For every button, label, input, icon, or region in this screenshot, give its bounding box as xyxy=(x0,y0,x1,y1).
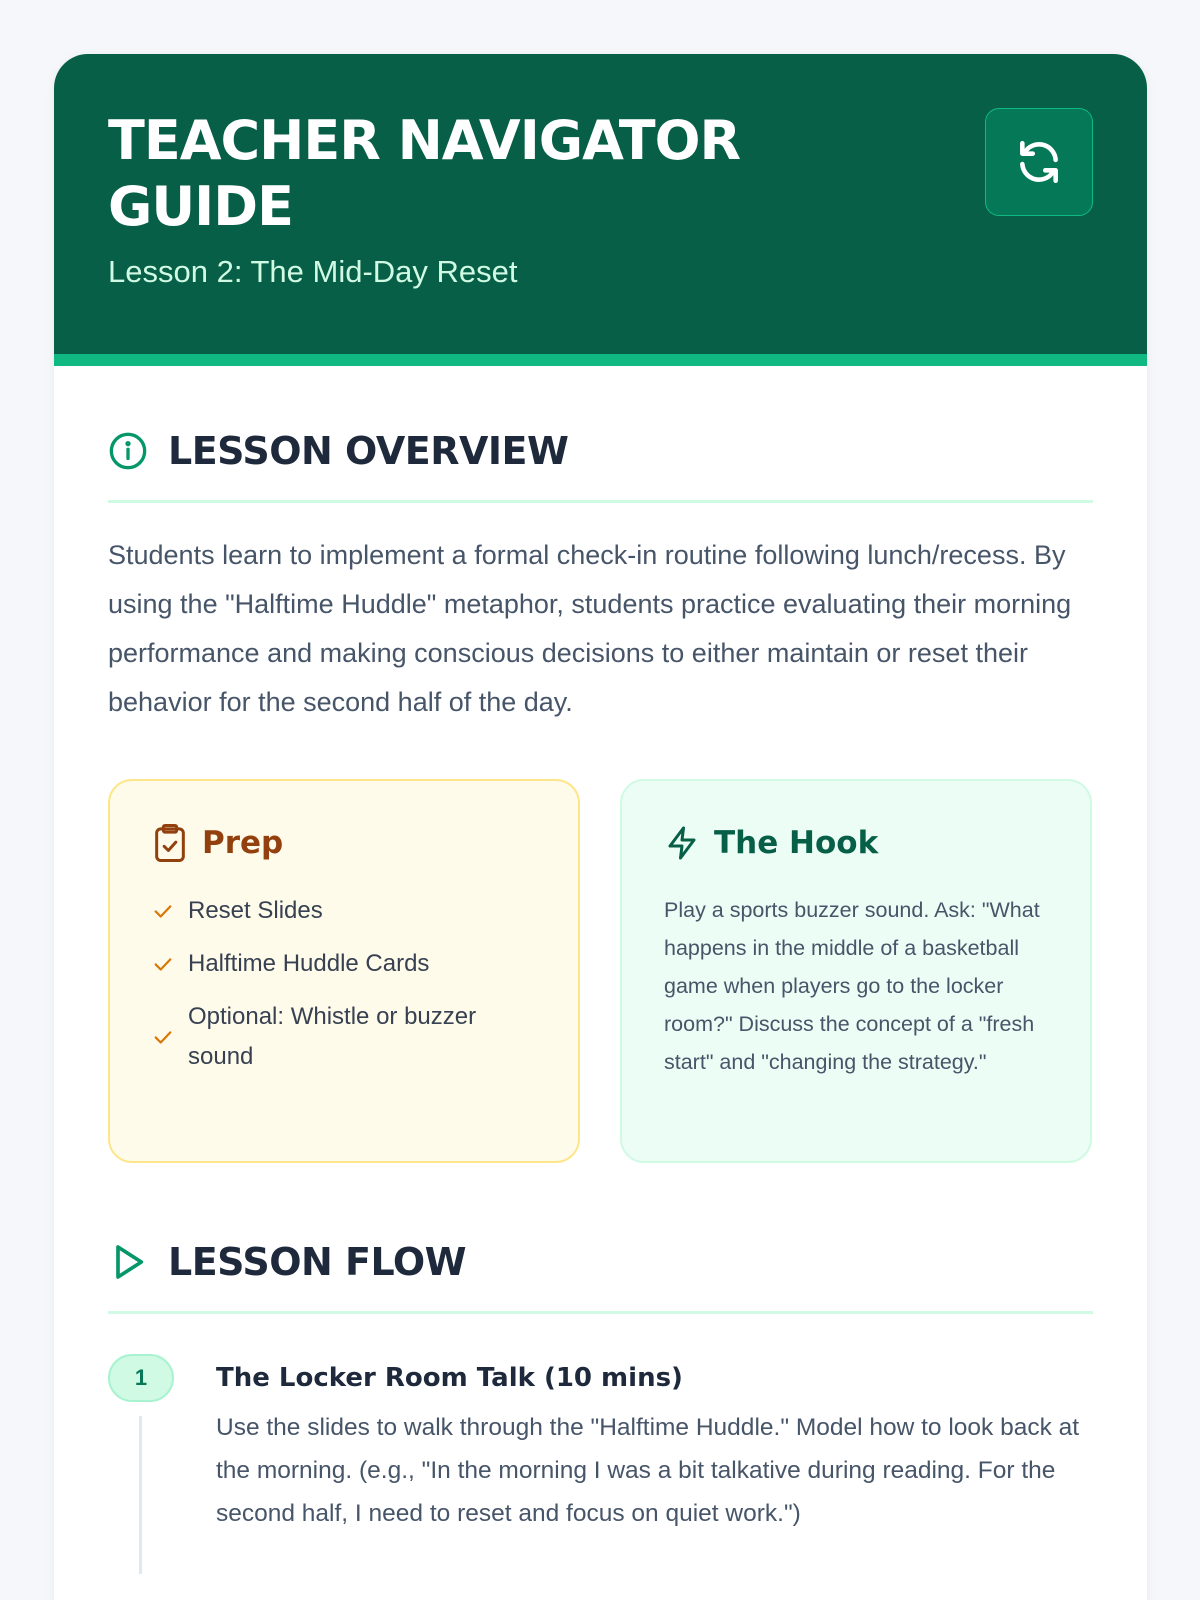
page-title: TEACHER NAVIGATOR GUIDE xyxy=(108,109,741,238)
flow-heading: LESSON FLOW xyxy=(168,1240,467,1284)
prep-card xyxy=(108,779,580,1163)
flow-divider xyxy=(108,1311,1093,1314)
prep-item-label: Halftime Huddle Cards xyxy=(188,950,430,977)
clipboard-check-icon xyxy=(152,823,188,863)
refresh-button[interactable] xyxy=(985,108,1093,216)
check-icon xyxy=(152,1026,178,1048)
guide-card xyxy=(54,54,1147,1600)
step-connector xyxy=(139,1416,142,1574)
step-text: Use the slides to walk through the "Halftime Huddle." Model how to look back at the morning. (e.g., "In the morning I was a bit talkative during reading. For the second half, I need to reset and focus on quiet work.") xyxy=(216,1414,1080,1527)
prep-item-label: Optional: Whistle or buzzer sound xyxy=(188,1003,477,1070)
check-icon xyxy=(152,900,178,922)
play-icon xyxy=(108,1242,148,1282)
overview-heading: LESSON OVERVIEW xyxy=(168,429,569,473)
prep-item xyxy=(152,891,538,931)
prep-item xyxy=(152,944,538,984)
flow-heading-row xyxy=(108,1231,1093,1293)
prep-item xyxy=(152,997,538,1077)
prep-hook-row xyxy=(108,779,1093,1163)
prep-item-label: Reset Slides xyxy=(188,897,323,924)
flow-step xyxy=(108,1354,1093,1574)
lesson-subtitle: Lesson 2: The Mid-Day Reset xyxy=(108,254,518,289)
overview-text: Students learn to implement a formal check-in routine following lunch/recess. By using the "Halftime Huddle" metaphor, students practice evaluating their morning performance and making conscious decisions to either maintain or reset their behavior for the second half of the day. xyxy=(108,540,1072,717)
guide-header xyxy=(54,54,1147,366)
step-number-badge: 1 xyxy=(108,1354,174,1402)
guide-content xyxy=(54,420,1147,1574)
check-icon xyxy=(152,953,178,975)
hook-card xyxy=(620,779,1092,1163)
refresh-icon xyxy=(1014,137,1064,187)
info-icon xyxy=(108,431,148,471)
step-title: The Locker Room Talk (10 mins) xyxy=(216,1363,683,1393)
lightning-icon xyxy=(664,823,700,863)
prep-list xyxy=(152,891,538,1077)
prep-title: Prep xyxy=(202,825,284,861)
overview-heading-row xyxy=(108,420,1093,482)
hook-title: The Hook xyxy=(714,825,879,861)
hook-card-header xyxy=(664,821,1050,865)
overview-divider xyxy=(108,500,1093,503)
hook-text: Play a sports buzzer sound. Ask: "What happens in the middle of a basketball game when players go to the locker room?" Discuss the concept of a "fresh start" and "changing the strategy." xyxy=(664,898,1040,1074)
prep-card-header xyxy=(152,821,538,865)
